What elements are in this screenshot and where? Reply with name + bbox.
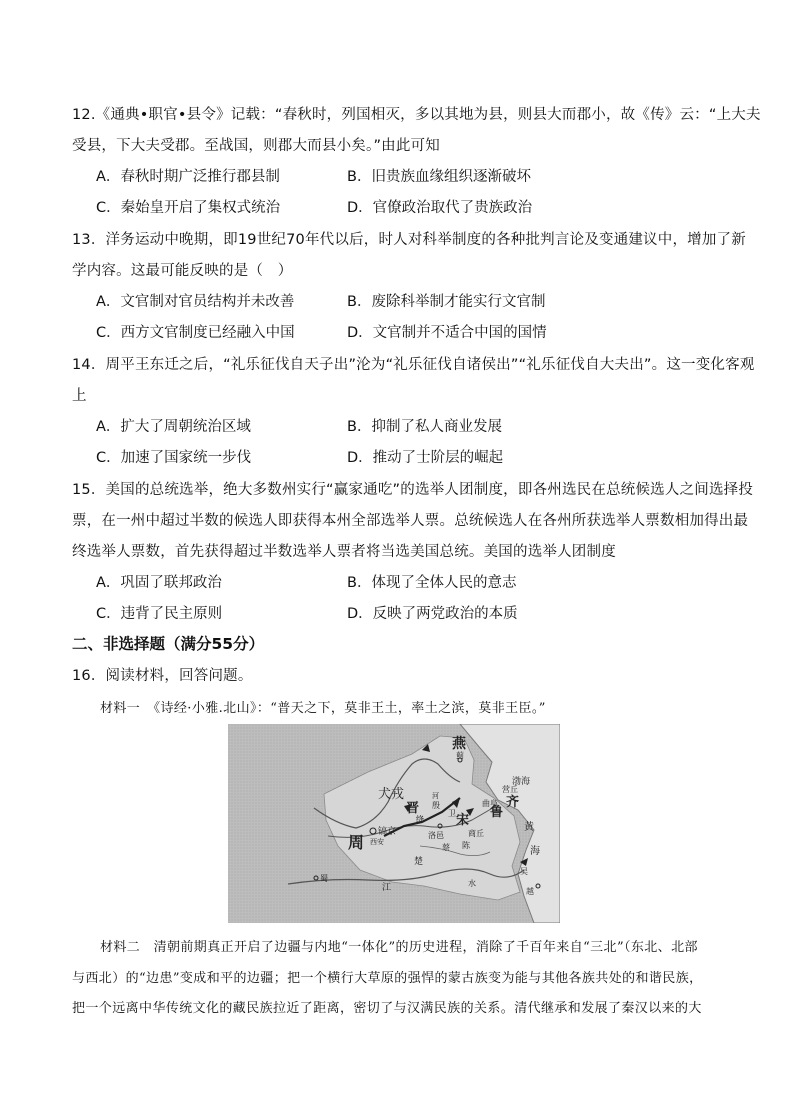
q12-stem-line2: 受县，下大夫受郡。至战国，则郡大而县小矣。”由此可知 xyxy=(72,138,440,154)
q12-option-c: C．秦始皇开启了集权式统治 xyxy=(96,200,281,216)
q12-option-b: B．旧贵族血缘组织逐渐破坏 xyxy=(347,169,531,185)
label-hai: 海 xyxy=(530,846,540,857)
material-two-line2: 与西北）的“边患”变成和平的边疆；把一个横行大草原的强悍的蒙古族变为能与其他各族共处的和谐民族， xyxy=(72,971,703,986)
label-wei: 卫 xyxy=(448,809,456,818)
label-he: 河 xyxy=(432,792,439,800)
label-ji: 蓟 xyxy=(456,751,464,760)
material-two-line1: 材料二 清朝前期真正开启了边疆与内地“一体化”的历史进程，消除了千百年来自“三北”（东北、北部 xyxy=(100,940,698,955)
label-yue: 越 xyxy=(526,887,534,896)
label-jin: 晋 xyxy=(406,801,420,816)
q13-option-a: A．文官制对官员结构并未改善 xyxy=(96,294,295,310)
label-yin: 殷 xyxy=(432,801,440,810)
label-yan: 燕 xyxy=(452,736,466,752)
label-chen: 陈 xyxy=(462,841,470,850)
q14-option-a: A．扩大了周朝统治区域 xyxy=(96,419,251,435)
q15-option-a: A．巩固了联邦政治 xyxy=(96,575,222,591)
label-lu: 鲁 xyxy=(490,805,504,820)
label-chu: 楚 xyxy=(414,857,424,867)
label-shangqiu: 商丘 xyxy=(468,829,484,838)
q12-option-a: A．春秋时期广泛推行郡县制 xyxy=(96,169,280,185)
label-song: 宋 xyxy=(456,813,470,828)
q14-option-b: B．抑制了私人商业发展 xyxy=(347,419,502,435)
label-cai: 蔡 xyxy=(442,843,450,852)
q15-stem-line1: 15．美国的总统选举，绝大多数州实行“赢家通吃”的选举人团制度，即各州选民在总统候选人之间选择投 xyxy=(72,482,754,498)
q14-stem-line1: 14．周平王东迁之后，“礼乐征伐自天子出”沦为“礼乐征伐自诸侯出”“礼乐征伐自大夫出”。这一变化客观 xyxy=(72,357,755,373)
label-haojing: 镐京 xyxy=(378,827,397,837)
q15-option-b: B．体现了全体人民的意志 xyxy=(347,575,517,591)
label-zhou: 周 xyxy=(348,833,365,852)
q13-option-b: B．废除科举制才能实行文官制 xyxy=(347,294,546,310)
q13-option-c: C．西方文官制度已经融入中国 xyxy=(96,325,295,341)
label-shu: 蜀 xyxy=(320,874,328,883)
q16-stem: 16．阅读材料，回答问题。 xyxy=(72,668,253,684)
q15-option-d: D．反映了两党政治的本质 xyxy=(347,606,518,622)
material-one: 材料一 《诗经·小雅.北山》：“普天之下，莫非王土，率土之滨，莫非王臣。” xyxy=(100,701,546,716)
western-zhou-map xyxy=(228,724,560,923)
q15-option-c: C．违背了民主原则 xyxy=(96,606,223,622)
q13-stem-line1: 13．洋务运动中晚期，即19世纪70年代以后，时人对科举制度的各种批判言论及变通建议中，增加了新 xyxy=(72,232,746,248)
label-yingqiu: 营丘 xyxy=(502,785,518,794)
q14-option-d: D．推动了士阶层的崛起 xyxy=(347,450,504,466)
label-luoyi: 洛邑 xyxy=(428,831,444,840)
q15-stem-line2: 票，在一州中超过半数的候选人即获得本州全部选举人票。总统候选人在各州所获选举人票数相加得出最 xyxy=(72,513,749,529)
label-jiang-city: 绛 xyxy=(416,815,424,824)
label-quanrong: 犬戎 xyxy=(378,787,405,802)
material-two-line3: 把一个远离中华传统文化的藏民族拉近了距离，密切了与汉满民族的关系。清代继承和发展了秦汉以来的大 xyxy=(72,1001,702,1016)
q14-option-c: C．加速了国家统一步伐 xyxy=(96,450,252,466)
label-wu: 吴 xyxy=(520,867,528,876)
label-jiang-river: 江 xyxy=(382,883,392,893)
label-huang: 黄 xyxy=(524,822,534,833)
label-qi: 齐 xyxy=(506,795,520,810)
label-qufu: 曲阜 xyxy=(482,799,498,808)
q13-stem-line2: 学内容。这最可能反映的是（ ） xyxy=(72,263,293,279)
q14-stem-line2: 上 xyxy=(72,388,87,404)
section-title: 二、非选择题（满分55分） xyxy=(72,635,265,653)
q13-option-d: D．文官制并不适合中国的国情 xyxy=(347,325,547,341)
label-xian: 西安 xyxy=(370,838,384,846)
label-bohai: 渤海 xyxy=(512,777,531,787)
q12-option-d: D．官僚政治取代了贵族政治 xyxy=(347,200,533,216)
q15-stem-line3: 终选举人票数，首先获得超过半数选举人票者将当选美国总统。美国的选举人团制度 xyxy=(72,544,616,560)
map-svg xyxy=(228,724,560,923)
q12-stem-line1: 12.《通典•职官•县令》记载：“春秋时，列国相灭，多以其地为县，则县大而郡小，故《传》云：“上大夫 xyxy=(72,107,761,123)
label-shui: 水 xyxy=(468,879,476,888)
